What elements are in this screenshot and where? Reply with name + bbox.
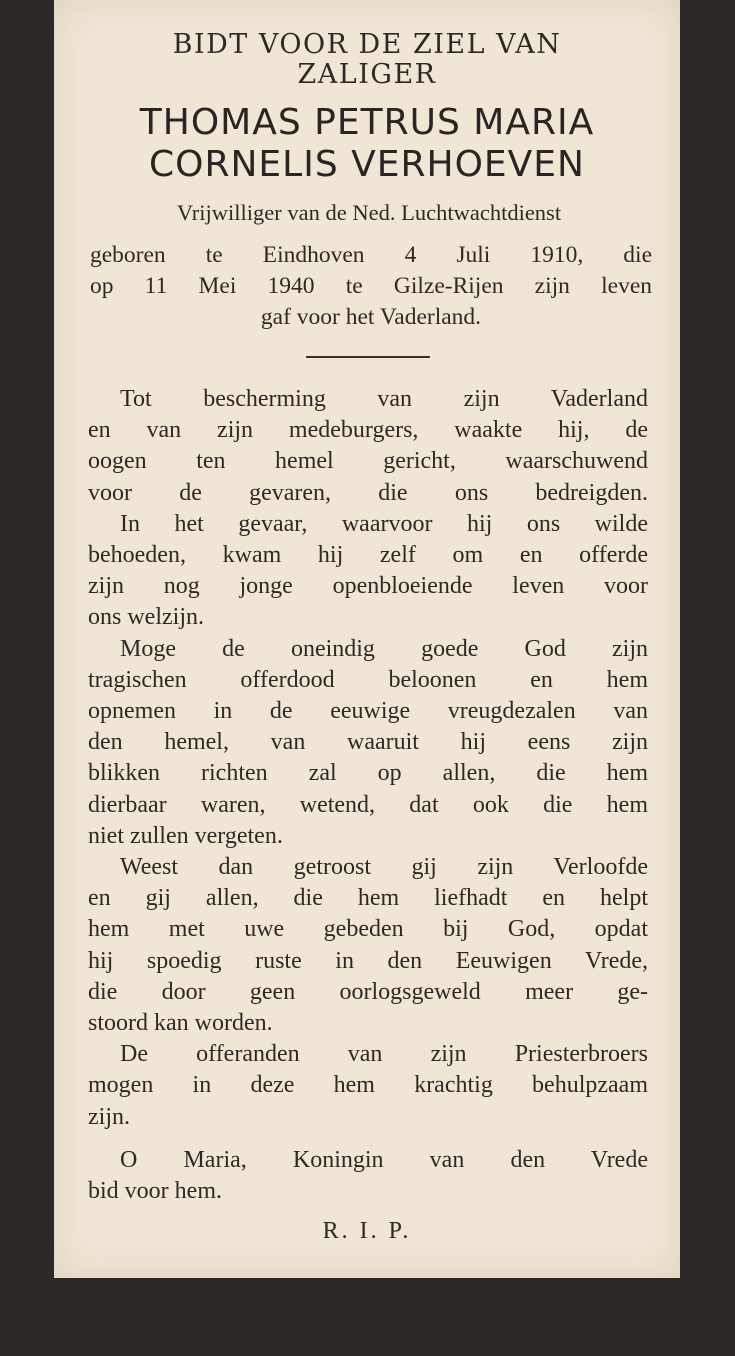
text-line: voor de gevaren, die ons bedreigden. [88, 479, 648, 506]
text-line: hij spoedig ruste in den Eeuwigen Vrede, [88, 947, 648, 974]
text-line: en van zijn medeburgers, waakte hij, de [88, 417, 648, 444]
intro-line: op 11 Mei 1940 te Gilze-Rijen zijn leven [90, 273, 652, 299]
header-line-1: BIDT VOOR DE ZIEL VAN [172, 29, 562, 60]
text-line: Tot bescherming van zijn Vaderland [120, 386, 648, 412]
text-line: die door geen oorlogsgeweld meer ge- [88, 978, 648, 1005]
birth-death-info [90, 240, 652, 333]
text-line: den hemel, van waaruit hij eens zijn [88, 729, 648, 756]
subtitle: Vrijwilliger van de Ned. Luchtwachtdienst [176, 200, 562, 225]
text-line: hem met uwe gebeden bij God, opdat [88, 916, 648, 943]
text-line: zijn nog jonge openbloeiende leven voor [88, 573, 648, 600]
text-line: niet zullen vergeten. [88, 822, 283, 849]
prayer-text [88, 384, 648, 1207]
text-line: en gij allen, die hem liefhadt en helpt [88, 885, 648, 912]
name-line-1: THOMAS PETRUS MARIA [139, 102, 595, 143]
name-line-2: CORNELIS VERHOEVEN [149, 144, 585, 185]
rip-closing: R. I. P. [322, 1218, 412, 1244]
prayer-card [54, 0, 680, 1278]
text-line: O Maria, Koningin van den Vrede [120, 1146, 648, 1173]
text-line: De offeranden van zijn Priesterbroers [120, 1041, 648, 1068]
text-line: Moge de oneindig goede God zijn [120, 635, 648, 662]
text-line: ons welzijn. [88, 604, 204, 631]
text-line: oogen ten hemel gericht, waarschuwend [88, 448, 648, 475]
text-line: tragischen offerdood beloonen en hem [88, 666, 648, 693]
text-line: opnemen in de eeuwige vreugdezalen van [88, 698, 648, 725]
text-line: bid voor hem. [88, 1178, 222, 1205]
text-line: mogen in deze hem krachtig behulpzaam [88, 1072, 648, 1099]
text-line: blikken richten zal op allen, die hem [88, 760, 648, 787]
text-line: stoord kan worden. [88, 1010, 273, 1037]
divider [306, 356, 430, 358]
intro-line: gaf voor het Vaderland. [260, 304, 482, 330]
text-line: dierbaar waren, wetend, dat ook die hem [88, 791, 648, 818]
text-line: Weest dan getroost gij zijn Verloofde [120, 854, 648, 881]
intro-line: geboren te Eindhoven 4 Juli 1910, die [90, 242, 652, 268]
text-line: zijn. [88, 1103, 130, 1130]
header-line-2: ZALIGER [297, 59, 437, 90]
text-line: behoeden, kwam hij zelf om en offerde [88, 542, 648, 569]
text-line: In het gevaar, waarvoor hij ons wilde [120, 510, 648, 537]
